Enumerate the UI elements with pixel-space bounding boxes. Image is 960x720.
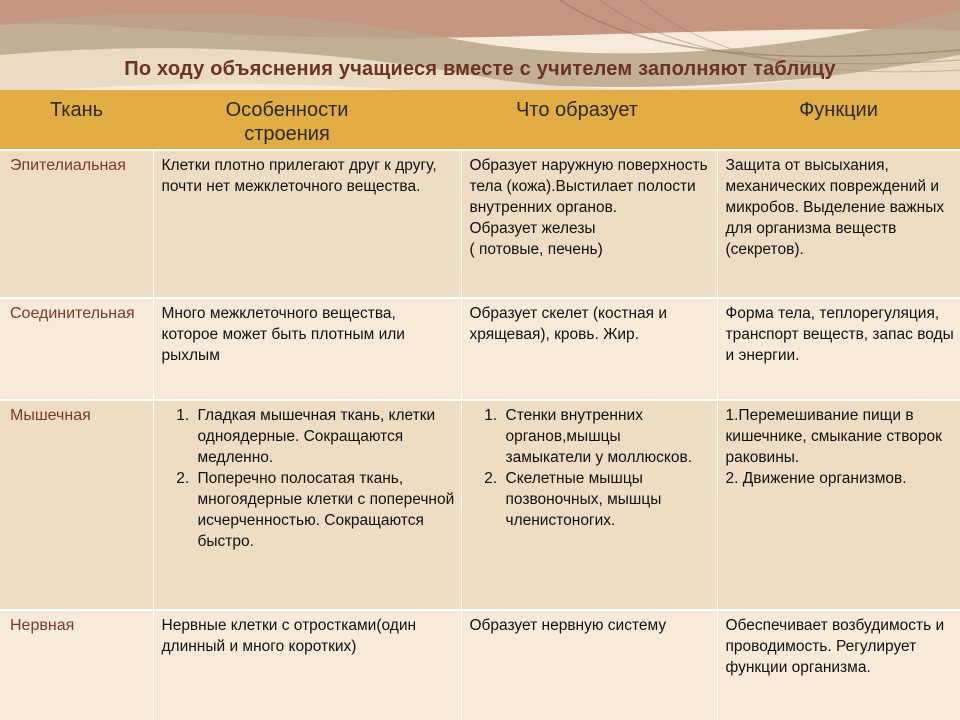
forms-cell: Образует нервную систему	[461, 610, 717, 720]
header-functions: Функции	[717, 90, 960, 150]
forms-text: Образует наружную поверхность тела (кожа).Выстилает полости внутренних органов.	[469, 157, 708, 216]
forms-cell	[461, 150, 717, 298]
forms-text: Образует железы	[469, 220, 596, 237]
structure-cell: Клетки плотно прилегают друг к другу, почти нет межклеточного вещества.	[153, 150, 461, 298]
header-structure: Особенности строения	[153, 90, 461, 150]
decorative-header-background	[0, 0, 960, 100]
functions-text: 1.Перемешивание пищи в кишечнике, смыкание створок раковины.	[725, 407, 942, 466]
structure-cell: Нервные клетки с отростками(один длинный и много коротких)	[153, 610, 461, 720]
structure-cell	[153, 400, 461, 610]
functions-cell	[717, 400, 960, 610]
tissue-name: Соединительная	[0, 298, 153, 400]
forms-cell: Образует скелет (костная и хрящевая), кровь. Жир.	[461, 298, 717, 400]
table-row-epithelial	[0, 150, 960, 298]
list-item: 1. Стенки внутренних органов,мышцы замыкатели у моллюсков.	[502, 405, 711, 468]
functions-text: 2. Движение организмов.	[725, 470, 907, 487]
forms-list	[470, 405, 711, 531]
list-item: 1. Гладкая мышечная ткань, клетки одноядерные. Сокращаются медленно.	[194, 405, 455, 468]
forms-cell	[461, 400, 717, 610]
table-row-nervous	[0, 610, 960, 720]
header-forms: Что образует	[461, 90, 717, 150]
forms-text: ( потовые, печень)	[469, 241, 603, 258]
table-header-row	[0, 90, 960, 150]
table-row-connective	[0, 298, 960, 400]
functions-cell: Защита от высыхания, механических повреждений и микробов. Выделение важных для организма веществ (секретов).	[717, 150, 960, 298]
tissue-table	[0, 90, 960, 720]
functions-cell: Форма тела, теплорегуляция, транспорт веществ, запас воды и энергии.	[717, 298, 960, 400]
structure-list	[162, 405, 455, 552]
functions-cell: Обеспечивает возбудимость и проводимость. Регулирует функции организма.	[717, 610, 960, 720]
slide-title: По ходу объяснения учащиеся вместе с учителем заполняют таблицу	[124, 58, 836, 80]
tissue-name: Эпителиальная	[0, 150, 153, 298]
table-row-muscle	[0, 400, 960, 610]
tissue-name: Нервная	[0, 610, 153, 720]
header-tissue: Ткань	[0, 90, 153, 150]
list-item: 2. Поперечно полосатая ткань, многоядерные клетки с поперечной исчерченностью. Сокращаются быстро.	[194, 468, 455, 552]
list-item: 2. Скелетные мышцы позвоночных, мышцы членистоногих.	[502, 468, 711, 531]
structure-cell: Много межклеточного вещества, которое может быть плотным или рыхлым	[153, 298, 461, 400]
tissue-name: Мышечная	[0, 400, 153, 610]
